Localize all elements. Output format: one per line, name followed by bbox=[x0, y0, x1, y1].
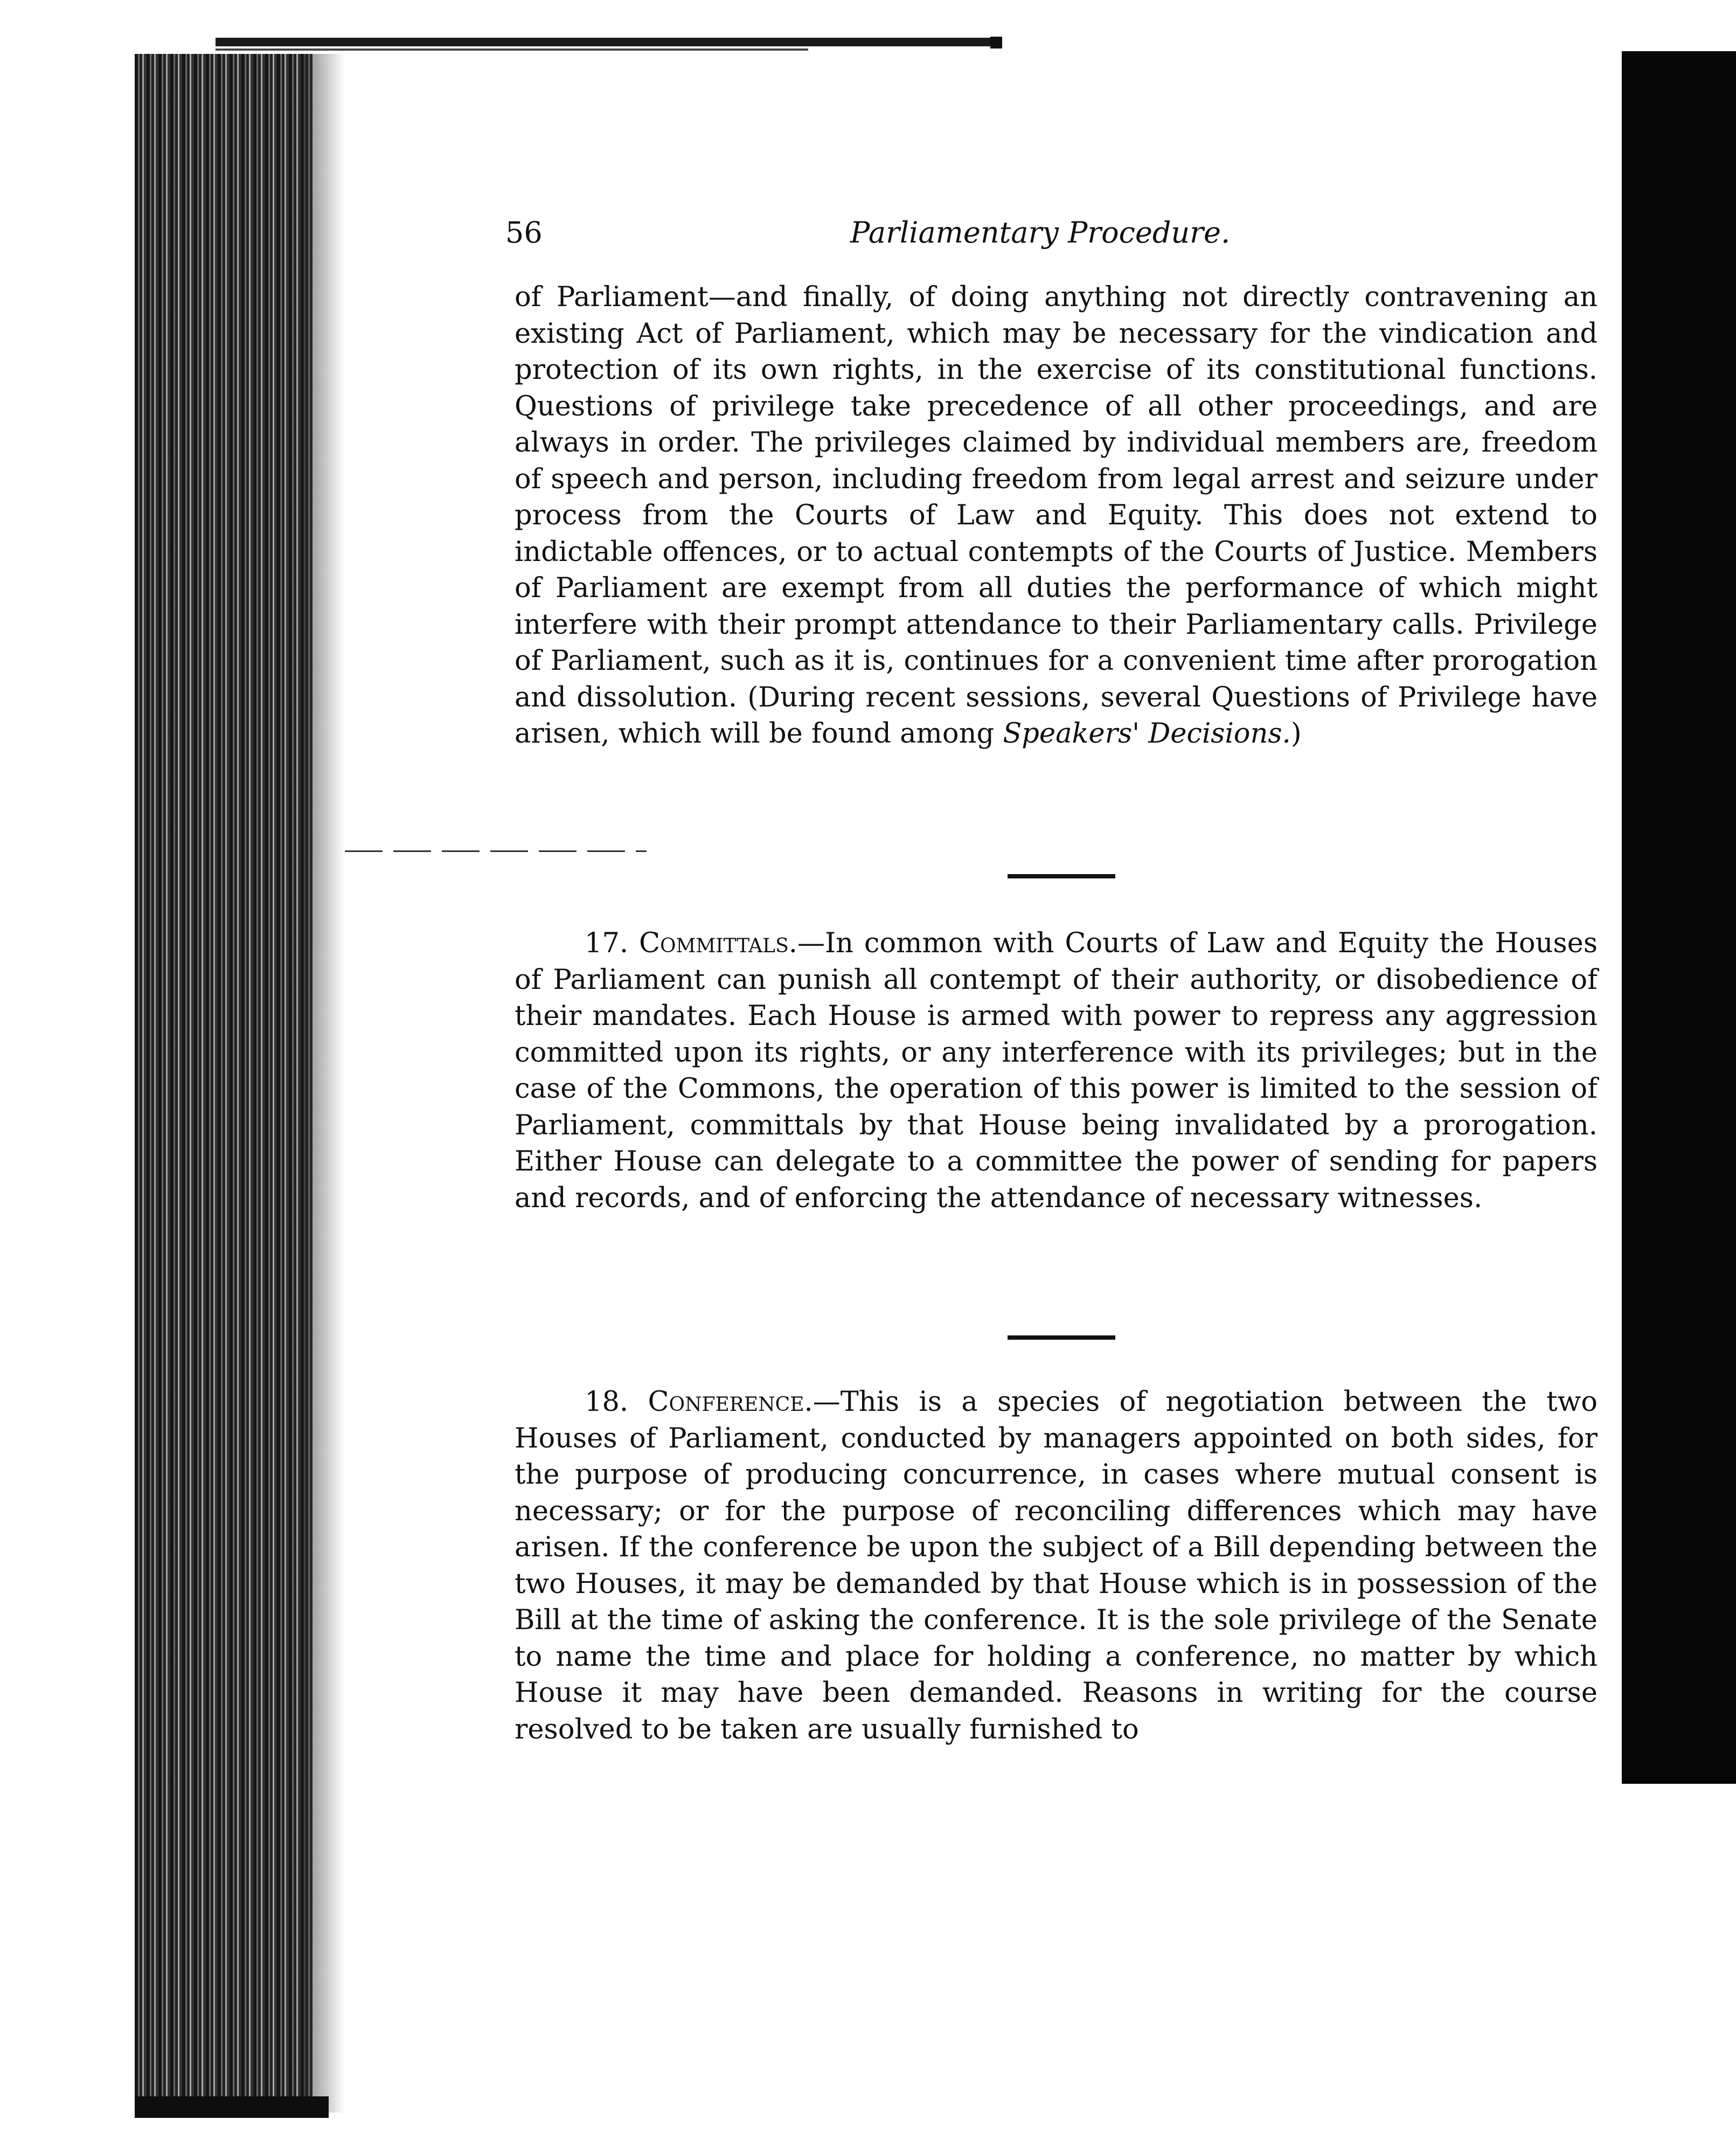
margin-dash-rule bbox=[345, 850, 647, 852]
top-rule-thin bbox=[216, 49, 808, 51]
top-rule-mark bbox=[990, 37, 1002, 49]
closing-parenthesis: ) bbox=[1290, 718, 1302, 750]
section-text: —This is a species of negotiation between the two Houses of Parliament, conducted by managers appointed on both sides, for the purpose of producing concurrence, in cases where mutual consent is necessary; or for the purpose of reconciling differences which may have arisen. If the conference be upon the subject of a Bill depending between the two Houses, it may be demanded by that House which is in possession of the Bill at the time of asking the conference. It is the sole privilege of the Senate to name the time and place for holding a conference, no matter by which House it may have been demanded. Reasons in writing for the course resolved to be taken are usually furnished to bbox=[515, 1386, 1598, 1746]
section-divider bbox=[1008, 1335, 1115, 1340]
italic-reference: Speakers' Decisions. bbox=[1003, 718, 1291, 750]
section-number: 17. bbox=[585, 927, 629, 959]
right-dark-band bbox=[1622, 51, 1736, 1784]
section-text: —In common with Courts of Law and Equity the Houses of Parliament can punish all contempt of their authority, or disobedience of their mandates. Each House is armed with power to repress any aggression committed upon its rights, or any interference with its privileges; but in the case of the Commons, the operation of this power is limited to the session of Parliament, committals by that House being invalidated by a prorogation. Either House can delegate to a committee the power of sending for papers and records, and of enforcing the attendance of necessary witnesses. bbox=[515, 927, 1598, 1214]
paragraph-privilege-continued bbox=[515, 279, 1598, 752]
page-number: 56 bbox=[505, 216, 543, 250]
running-head bbox=[505, 216, 1583, 259]
spine-shadow bbox=[302, 54, 345, 2113]
top-rule bbox=[216, 38, 997, 46]
paragraph-text: of Parliament—and finally, of doing anything not directly contravening an existing Act of Parliament, which may be necessary for the vindication and protection of its own rights, in the exercise of its constitutional functions. Questions of privilege take precedence of all other proceedings, and are always in order. The privileges claimed by individual members are, freedom of speech and person, including freedom from legal arrest and seizure under process from the Courts of Law and Equity. This does not extend to indictable offences, or to actual contempts of the Courts of Justice. Members of Parliament are exempt from all duties the performance of which might interfere with their prompt attendance to their Parliamentary calls. Privilege of Parliament, such as it is, continues for a convenient time after prorogation and dissolution. (During recent sessions, several Questions of Privilege have arisen, which will be found among bbox=[515, 281, 1598, 750]
section-divider bbox=[1008, 874, 1115, 878]
running-title: Parliamentary Procedure. bbox=[850, 216, 1231, 250]
section-conference bbox=[515, 1384, 1598, 1748]
section-committals bbox=[515, 925, 1598, 1216]
book-spine-edge bbox=[135, 54, 313, 2113]
section-heading: Conference. bbox=[648, 1386, 813, 1418]
section-heading: Committals. bbox=[638, 927, 797, 959]
spine-bottom-edge bbox=[135, 2096, 329, 2118]
section-number: 18. bbox=[585, 1386, 629, 1418]
